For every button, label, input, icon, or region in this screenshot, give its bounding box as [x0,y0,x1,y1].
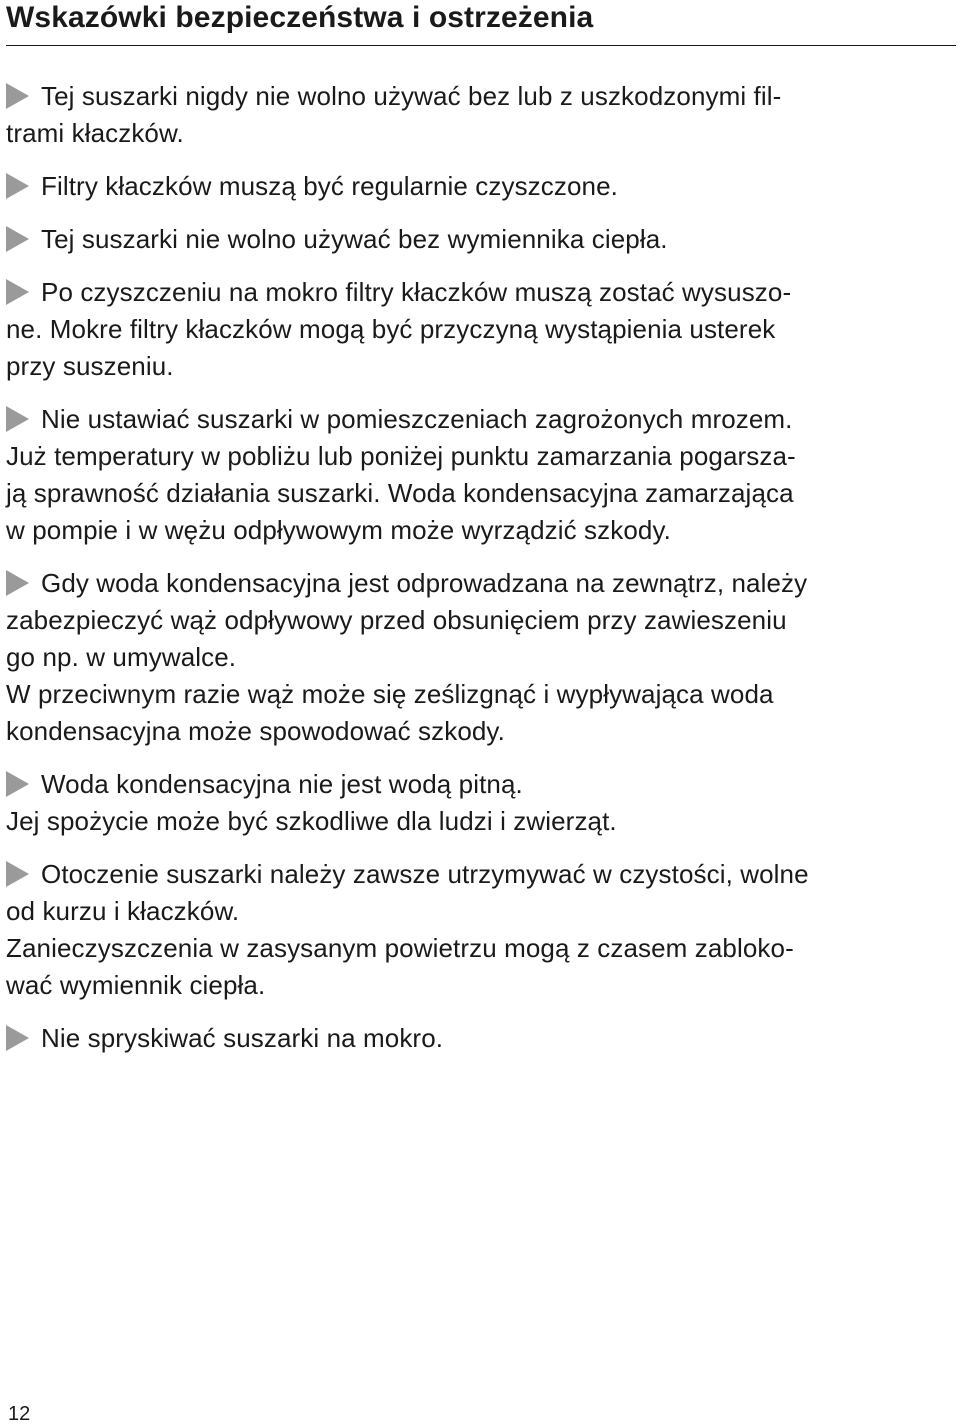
warning-text: przy suszeniu. [6,351,174,381]
triangle-bullet-icon [6,83,29,109]
page-number: 12 [8,1403,31,1425]
warning-text: od kurzu i kłaczków. [6,896,240,926]
warning-text: Filtry kłaczków muszą być regularnie czyszczone. [41,171,618,201]
warning-text: ją sprawność działania suszarki. Woda kondensacyjna zamarzająca [6,478,794,508]
warning-item [6,168,952,205]
warning-item [6,766,952,840]
triangle-bullet-icon [6,771,29,797]
page-header [6,0,956,46]
warning-item [6,401,952,549]
warning-line-first [6,274,952,311]
warning-item [6,221,952,258]
warning-item [6,78,952,152]
warning-text: ne. Mokre filtry kłaczków mogą być przyczyną wystąpienia usterek [6,314,776,344]
warning-text: w pompie i w wężu odpływowym może wyrządzić szkody. [6,515,671,545]
warning-text: wać wymiennik ciepła. [6,970,266,1000]
warning-line-first [6,78,952,115]
warning-text: Nie ustawiać suszarki w pomieszczeniach zagrożonych mrozem. [41,404,793,434]
warning-text: Już temperatury w pobliżu lub poniżej punktu zamarzania pogarsza- [6,441,796,471]
warning-text: Gdy woda kondensacyjna jest odprowadzana na zewnątrz, należy [41,568,808,598]
warning-text: Otoczenie suszarki należy zawsze utrzymywać w czystości, wolne [41,859,809,889]
warning-line-first [6,565,952,602]
warning-item [6,565,952,750]
warning-text: Tej suszarki nigdy nie wolno używać bez lub z uszkodzonymi fil- [41,81,782,111]
warning-line-first [6,401,952,438]
warning-item [6,274,952,385]
triangle-bullet-icon [6,279,29,305]
warning-item [6,1020,952,1057]
warning-text: kondensacyjna może spowodować szkody. [6,716,505,746]
warning-text: trami kłaczków. [6,118,184,148]
warning-text: Tej suszarki nie wolno używać bez wymiennika ciepła. [41,224,668,254]
triangle-bullet-icon [6,173,29,199]
triangle-bullet-icon [6,1025,29,1051]
warning-line-first [6,1020,952,1057]
warning-text: go np. w umywalce. [6,642,237,672]
triangle-bullet-icon [6,226,29,252]
warning-text: Jej spożycie może być szkodliwe dla ludzi i zwierząt. [6,806,617,836]
triangle-bullet-icon [6,570,29,596]
warning-text: Po czyszczeniu na mokro filtry kłaczków muszą zostać wysuszo- [41,277,792,307]
triangle-bullet-icon [6,406,29,432]
page-title: Wskazówki bezpieczeństwa i ostrzeżenia [6,1,594,34]
warning-text: Zanieczyszczenia w zasysanym powietrzu mogą z czasem zabloko- [6,933,794,963]
warning-line-first [6,856,952,893]
warning-text: Nie spryskiwać suszarki na mokro. [41,1023,444,1053]
warning-text: W przeciwnym razie wąż może się ześlizgnąć i wypływająca woda [6,679,774,709]
warning-line-first [6,221,952,258]
warning-item [6,856,952,1004]
warning-line-first [6,766,952,803]
warning-line-first [6,168,952,205]
warning-list [6,78,952,1073]
warning-text: zabezpieczyć wąż odpływowy przed obsunięciem przy zawieszeniu [6,605,787,635]
warning-text: Woda kondensacyjna nie jest wodą pitną. [41,769,523,799]
triangle-bullet-icon [6,861,29,887]
